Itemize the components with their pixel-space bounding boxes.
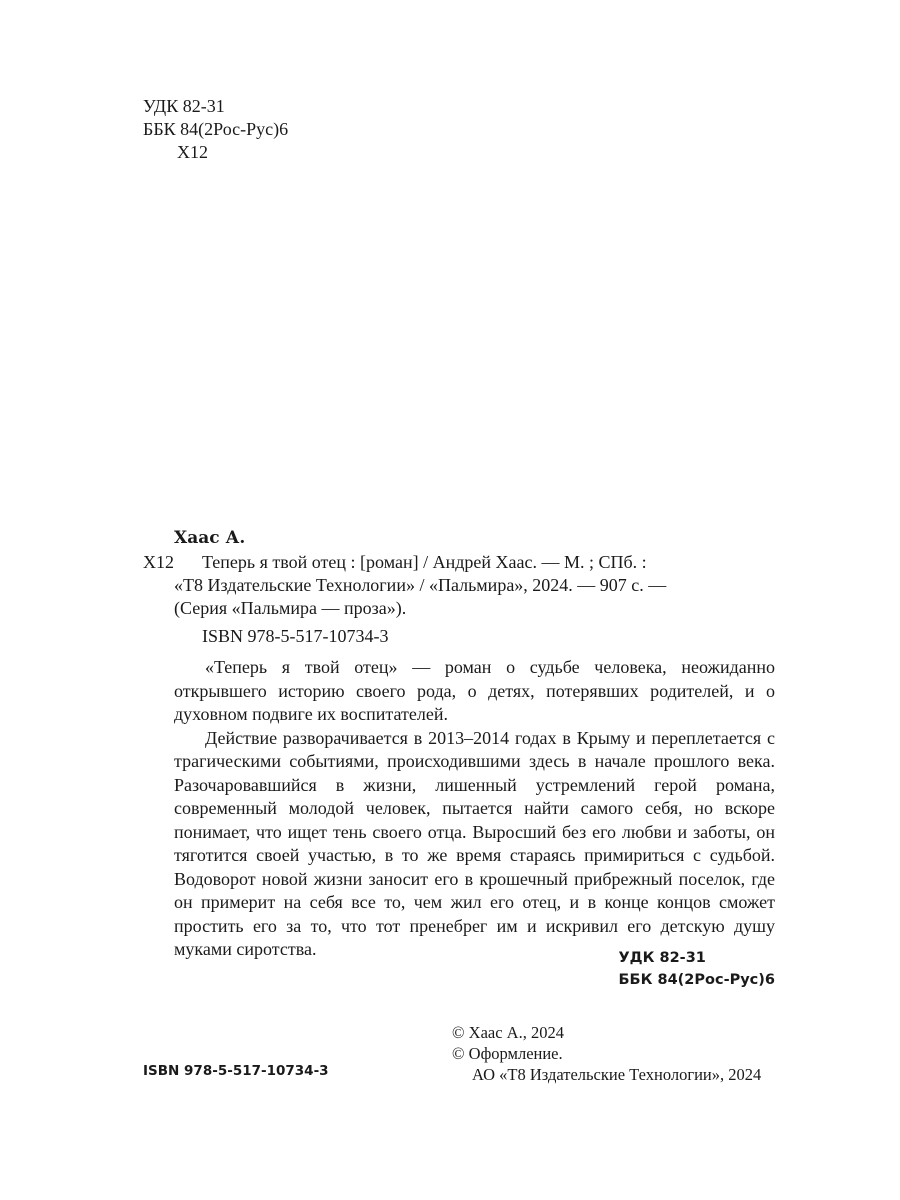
bibliographic-entry — [143, 527, 775, 962]
annotation — [143, 656, 775, 962]
entry-title-row — [143, 551, 775, 574]
classification-codes-top — [143, 95, 288, 164]
udk-code-bottom: УДК 82-31 — [618, 950, 706, 966]
copyright-publisher: АО «Т8 Издательские Технологии», 2024 — [472, 1065, 762, 1084]
udk-code: УДК 82-31 — [143, 96, 225, 116]
copyright-author: © Хаас А., 2024 — [452, 1023, 564, 1042]
entry-isbn: ISBN 978-5-517-10734-3 — [202, 626, 389, 646]
bbk-code-bottom: ББК 84(2Рос-Рус)6 — [618, 972, 775, 988]
author-mark: Х12 — [177, 142, 208, 162]
entry-author-mark: Х12 — [143, 552, 174, 572]
entry-publisher-line: «Т8 Издательские Технологии» / «Пальмира», 2024. — 907 с. — — [174, 575, 667, 595]
entry-title-line: Теперь я твой отец : [роман] / Андрей Хаас. — М. ; СПб. : — [202, 552, 647, 572]
copyright-design: © Оформление. — [452, 1044, 563, 1063]
bbk-code: ББК 84(2Рос-Рус)6 — [143, 119, 289, 139]
entry-series-line: (Серия «Пальмира — проза»). — [174, 598, 407, 618]
annotation-paragraph: Действие разворачивается в 2013–2014 годах в Крыму и переплетается с трагическими событиями, происходившими здесь в начале прошлого века. Разочаровавшийся в жизни, лишенный устремлений герой романа, современный молодой человек, пытается найти самого себя, но вскоре понимает, что ищет тень своего отца. Выросший без его любви и заботы, он тяготится своей участью, в то же время стараясь примириться с судьбой. Водоворот новой жизни заносит его в крошечный прибрежный поселок, где он примерит на себя все то, чем жил его отец, и в конце концов сможет простить его за то, что тот пренебрег им и искривил его детскую душу муками сиротства. — [174, 727, 775, 959]
copyright-block — [452, 1022, 761, 1085]
classification-codes-bottom — [619, 947, 776, 991]
author-heading: Хаас А. — [174, 528, 246, 548]
annotation-paragraph: «Теперь я твой отец» — роман о судьбе человека, неожиданно открывшего историю своего рода, о детях, потерявших родителей, и о духовном подвиге их воспитателей. — [174, 657, 775, 724]
isbn-footer: ISBN 978-5-517-10734-3 — [143, 1063, 329, 1079]
